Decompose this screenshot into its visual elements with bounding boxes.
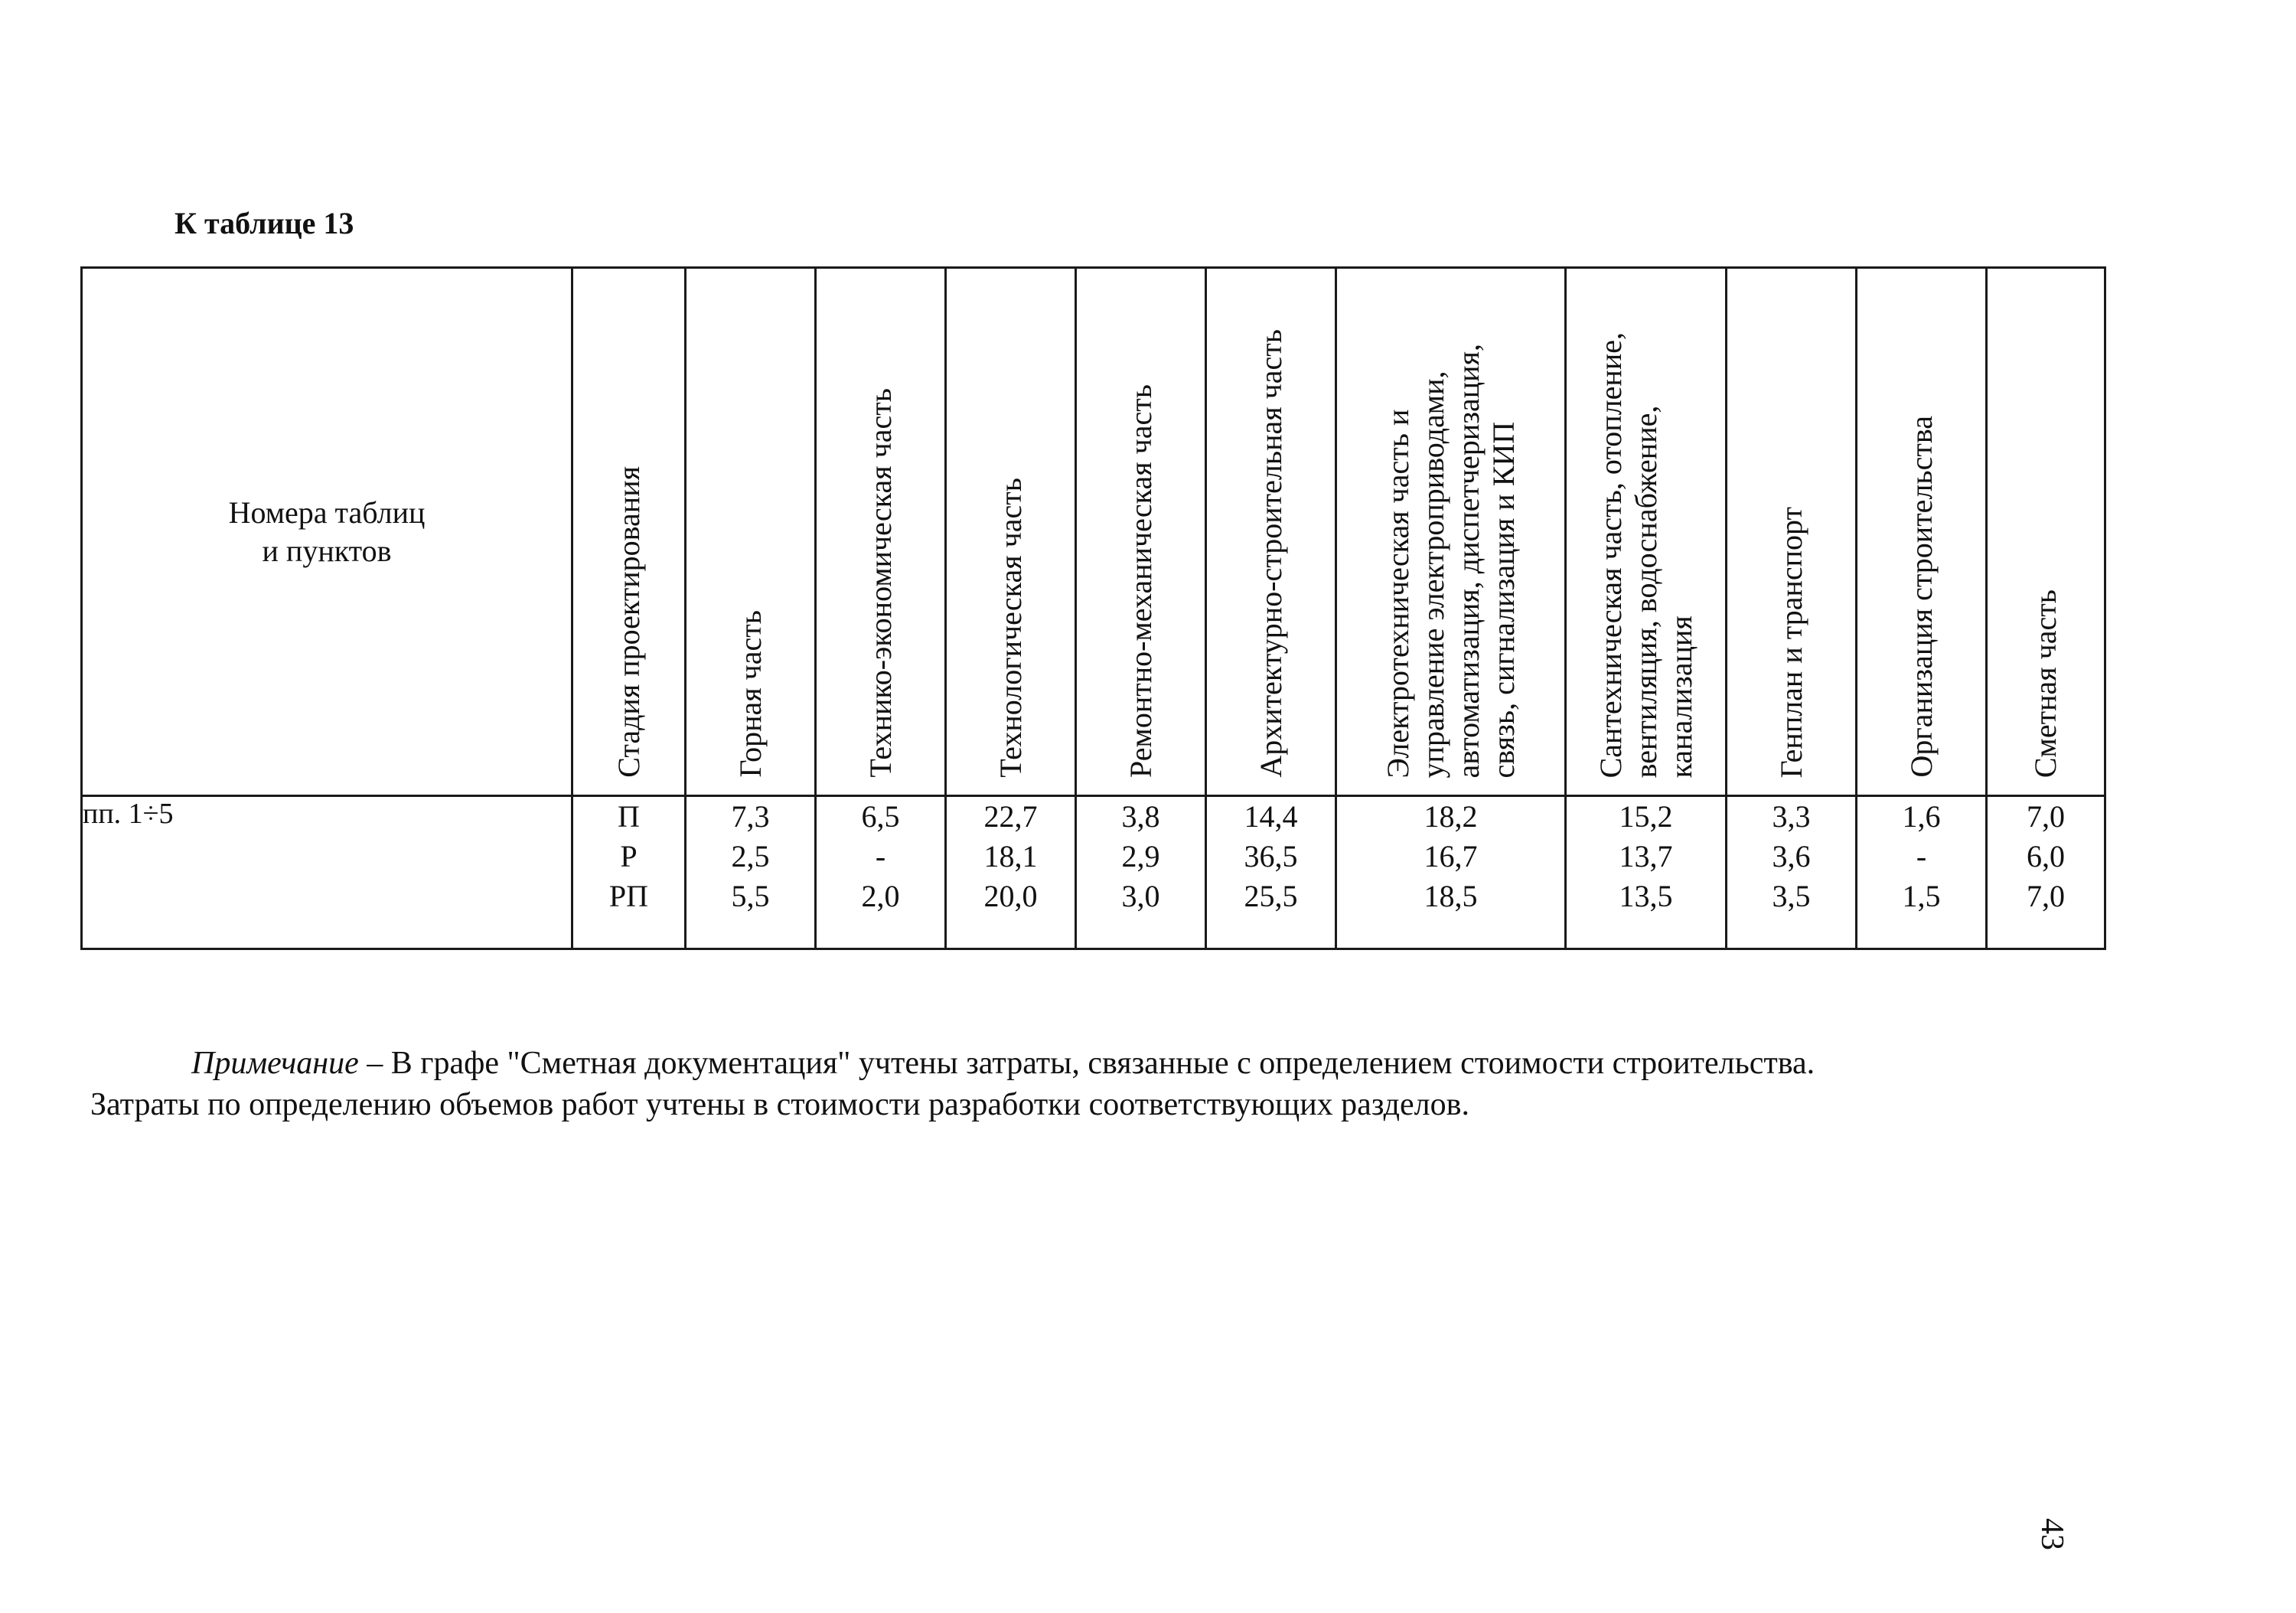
- value: -: [875, 839, 886, 873]
- column-header-text: [863, 388, 899, 778]
- value-cell: [1566, 796, 1727, 949]
- footnote-line: Затраты по определению объемов работ учтены в стоимости разработки соответствующих разделов.: [90, 1087, 1469, 1122]
- column-header: [1206, 268, 1336, 796]
- footnote-line: [90, 1043, 2111, 1084]
- value: 3,6: [1772, 839, 1811, 873]
- stage-value: П: [618, 799, 640, 834]
- value: 7,0: [2027, 879, 2065, 913]
- footnote-label: Примечание: [191, 1046, 359, 1081]
- column-header-text: [2028, 589, 2063, 778]
- column-header: [1566, 268, 1727, 796]
- value: 16,7: [1424, 839, 1478, 873]
- value: 3,3: [1772, 799, 1811, 834]
- header-row: [82, 268, 2105, 796]
- value: 7,0: [2027, 799, 2065, 834]
- column-header-line: автоматизация, диспетчеризация,: [1450, 343, 1486, 778]
- column-header: [816, 268, 946, 796]
- column-header-line: Генплан и транспорт: [1773, 506, 1808, 778]
- index-column-header: [82, 268, 572, 796]
- cost-distribution-table: [80, 266, 2106, 950]
- stage-column-header: [572, 268, 686, 796]
- column-header-line: Горная часть: [732, 610, 768, 778]
- footnote-text: В графе "Сметная документация" учтены затраты, связанные с определением стоимости строительства.: [390, 1046, 1815, 1081]
- footnote: [90, 1043, 2111, 1125]
- column-header-text: [993, 478, 1029, 778]
- value: 3,0: [1121, 879, 1160, 913]
- column-header-line: Сантехническая часть, отопление,: [1593, 331, 1628, 778]
- value: 18,2: [1424, 799, 1478, 834]
- footnote-dash: –: [358, 1046, 391, 1081]
- value-cell: [1857, 796, 1987, 949]
- column-header-line: Организация строительства: [1903, 416, 1939, 778]
- value-cell: [1336, 796, 1566, 949]
- value: 2,5: [731, 839, 770, 873]
- value: -: [1916, 839, 1927, 873]
- value: 1,6: [1902, 799, 1941, 834]
- column-header-line: Архитектурно-строительная часть: [1253, 329, 1288, 778]
- column-header: [1987, 268, 2105, 796]
- column-header-text: [733, 610, 768, 778]
- value-cell: [686, 796, 816, 949]
- value: 14,4: [1244, 799, 1298, 834]
- value-cell: [946, 796, 1076, 949]
- value: 7,3: [731, 799, 770, 834]
- column-header-text: [1381, 344, 1521, 778]
- value: 5,5: [731, 879, 770, 913]
- value-cell: [1727, 796, 1857, 949]
- column-header-line: Электротехническая часть и: [1380, 409, 1415, 778]
- value: 13,5: [1619, 879, 1673, 913]
- value: 2,9: [1121, 839, 1160, 873]
- value: 3,5: [1772, 879, 1811, 913]
- column-header-text: [1254, 329, 1289, 778]
- column-header-line: Сметная часть: [2028, 589, 2063, 778]
- column-header: [1076, 268, 1206, 796]
- table-caption: К таблице 13: [174, 206, 354, 240]
- column-header-line: Технико-экономическая часть: [863, 388, 898, 778]
- value: 15,2: [1619, 799, 1673, 834]
- value: 1,5: [1902, 879, 1941, 913]
- value: 6,5: [861, 799, 900, 834]
- column-header: [1336, 268, 1566, 796]
- value-cell: [816, 796, 946, 949]
- value: 2,0: [861, 879, 900, 913]
- value-cell: [1987, 796, 2105, 949]
- value: 20,0: [983, 879, 1038, 913]
- value-cell: [1076, 796, 1206, 949]
- index-header-line: и пунктов: [262, 533, 392, 568]
- stage-cell: [572, 796, 686, 949]
- value: 22,7: [983, 799, 1038, 834]
- column-header-text: [1774, 507, 1809, 778]
- column-header-line: вентиляция, водоснабжение,: [1628, 405, 1663, 778]
- value: 6,0: [2027, 839, 2065, 873]
- value: 3,8: [1121, 799, 1160, 834]
- value: 25,5: [1244, 879, 1298, 913]
- column-header: [686, 268, 816, 796]
- column-header-line: управление электроприводами,: [1415, 371, 1450, 778]
- value: 36,5: [1244, 839, 1298, 873]
- row-index-cell: пп. 1÷5: [82, 796, 572, 949]
- index-header-line: Номера таблиц: [228, 495, 426, 530]
- column-header-line: связь, сигнализация и КИП: [1486, 421, 1521, 778]
- column-header: [1727, 268, 1857, 796]
- page-number: 43: [2034, 1518, 2069, 1550]
- value: 18,1: [983, 839, 1038, 873]
- column-header-text: [1904, 416, 1939, 778]
- stage-value: РП: [608, 879, 649, 913]
- stage-header-text: Стадия проектирования: [611, 466, 646, 778]
- column-header: [946, 268, 1076, 796]
- column-header-text: [1124, 384, 1159, 778]
- table-row: [82, 796, 2105, 949]
- column-header: [1857, 268, 1987, 796]
- stage-value: Р: [620, 839, 638, 873]
- column-header-line: канализация: [1663, 615, 1698, 778]
- value-cell: [1206, 796, 1336, 949]
- column-header-text: [1593, 332, 1699, 778]
- table-container: [80, 266, 2104, 950]
- column-header-line: Технологическая часть: [993, 478, 1028, 778]
- value: 18,5: [1424, 879, 1478, 913]
- column-header-line: Ремонтно-механическая часть: [1123, 384, 1158, 778]
- value: 13,7: [1619, 839, 1673, 873]
